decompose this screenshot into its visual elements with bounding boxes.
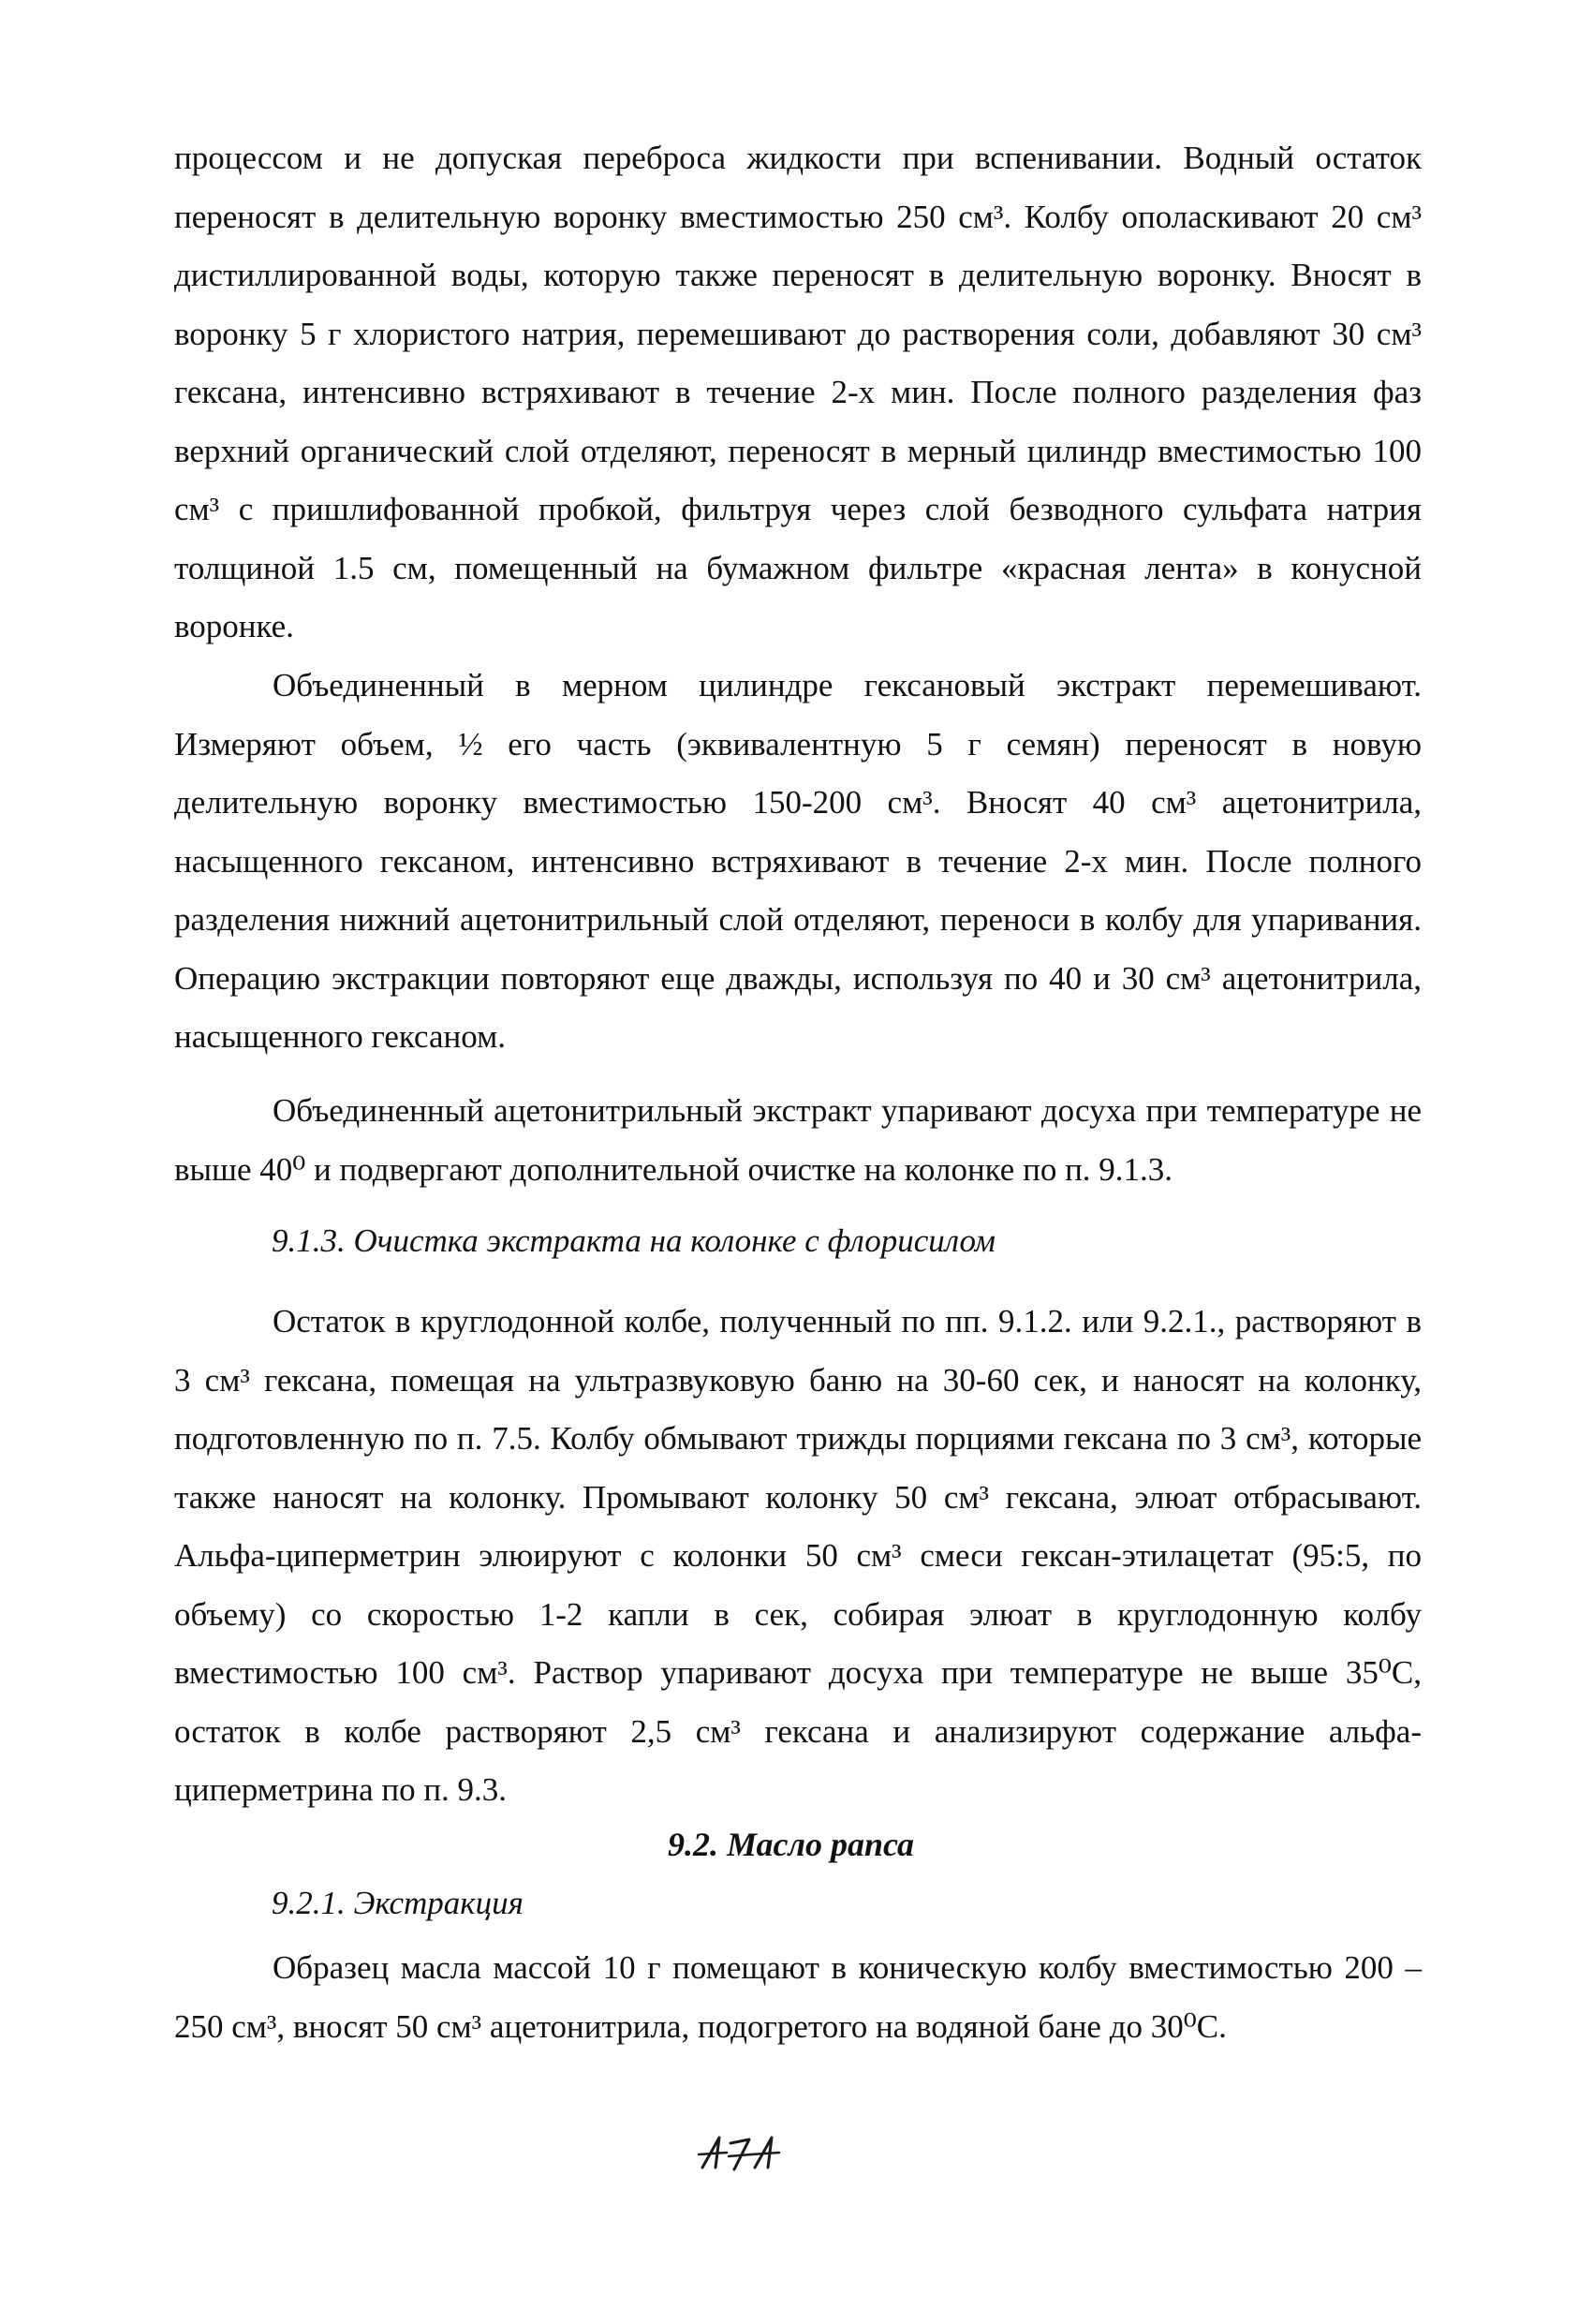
paragraph-text: Остаток в круглодонной колбе, полученный по пп. 9.1.2. или 9.2.1., растворяют в 3 см³ гексана, помещая на ультразвуковую баню на 30-60 сек, и наносят на колонку, подготовленную по п. 7.5. Колбу обмывают трижды порциями гексана по 3 см³, которые также наносят на колонку. Промывают колонку 50 см³ гексана, элюат отбрасывают. Альфа-циперметрин элюируют с колонки 50 см³ смеси гексан-этилацетат (95:5, по объему) со скоростью 1-2 капли в сек, собирая элюат в круглодонную колбу вместимостью 100 см³. Раствор упаривают досуха при температуре не выше 35⁰С, остаток в колбе растворяют 2,5 см³ гексана и анализируют содержание альфа-циперметрина по п. 9.3. [174,1303,1422,1808]
paragraph-column-cleanup [174,1293,1422,1820]
paragraph-oil-extraction [174,1939,1422,2056]
paragraph-text: Образец масла массой 10 г помещают в коническую колбу вместимостью 200 – 250 см³, вносят 50 см³ ацетонитрила, подогретого на водяной бане до 30⁰С. [174,1949,1422,2045]
section-heading-9-2: 9.2. Масло рапса [668,1826,915,1863]
handwritten-number-glyphs [689,2119,802,2184]
paragraph-text: Объединенный в мерном цилиндре гексановый экстракт перемешивают. Измеряют объем, ½ его часть (эквивалентную 5 г семян) переносят в новую делительную воронку вместимостью 150-200 см³. Вносят 40 см³ ацетонитрила, насыщенного гексаном, интенсивно встряхивают в течение 2-х мин. После полного разделения нижний ацетонитрильный слой отделяют, переноси в колбу для упаривания. Операцию экстракции повторяют еще дважды, используя по 40 и 30 см³ ацетонитрила, насыщенного гексаном. [174,667,1422,1055]
paragraph-combined-extract [174,657,1422,1067]
paragraph-continuation [174,129,1422,657]
paragraph-evaporation [174,1082,1422,1199]
section-heading-9-1-3: 9.1.3. Очистка экстракта на колонке с флорисилом [272,1222,996,1259]
paragraph-text: Объединенный ацетонитрильный экстракт упаривают досуха при температуре не выше 40⁰ и подвергают дополнительной очистке на колонке по п. 9.1.3. [174,1092,1422,1188]
paragraph-text: процессом и не допуская переброса жидкости при вспенивании. Водный остаток переносят в делительную воронку вместимостью 250 см³. Колбу ополаскивают 20 см³ дистиллированной воды, которую также переносят в делительную воронку. Вносят в воронку 5 г хлористого натрия, перемешивают до растворения соли, добавляют 30 см³ гексана, интенсивно встряхивают в течение 2-х мин. После полного разделения фаз верхний органический слой отделяют, переносят в мерный цилиндр вместимостью 100 см³ с пришлифованной пробкой, фильтруя через слой безводного сульфата натрия толщиной 1.5 см, помещенный на бумажном фильтре «красная лента» в конусной воронке. [174,140,1422,644]
section-heading-9-2-1: 9.2.1. Экстракция [272,1885,524,1921]
handwritten-page-number [689,2119,802,2184]
